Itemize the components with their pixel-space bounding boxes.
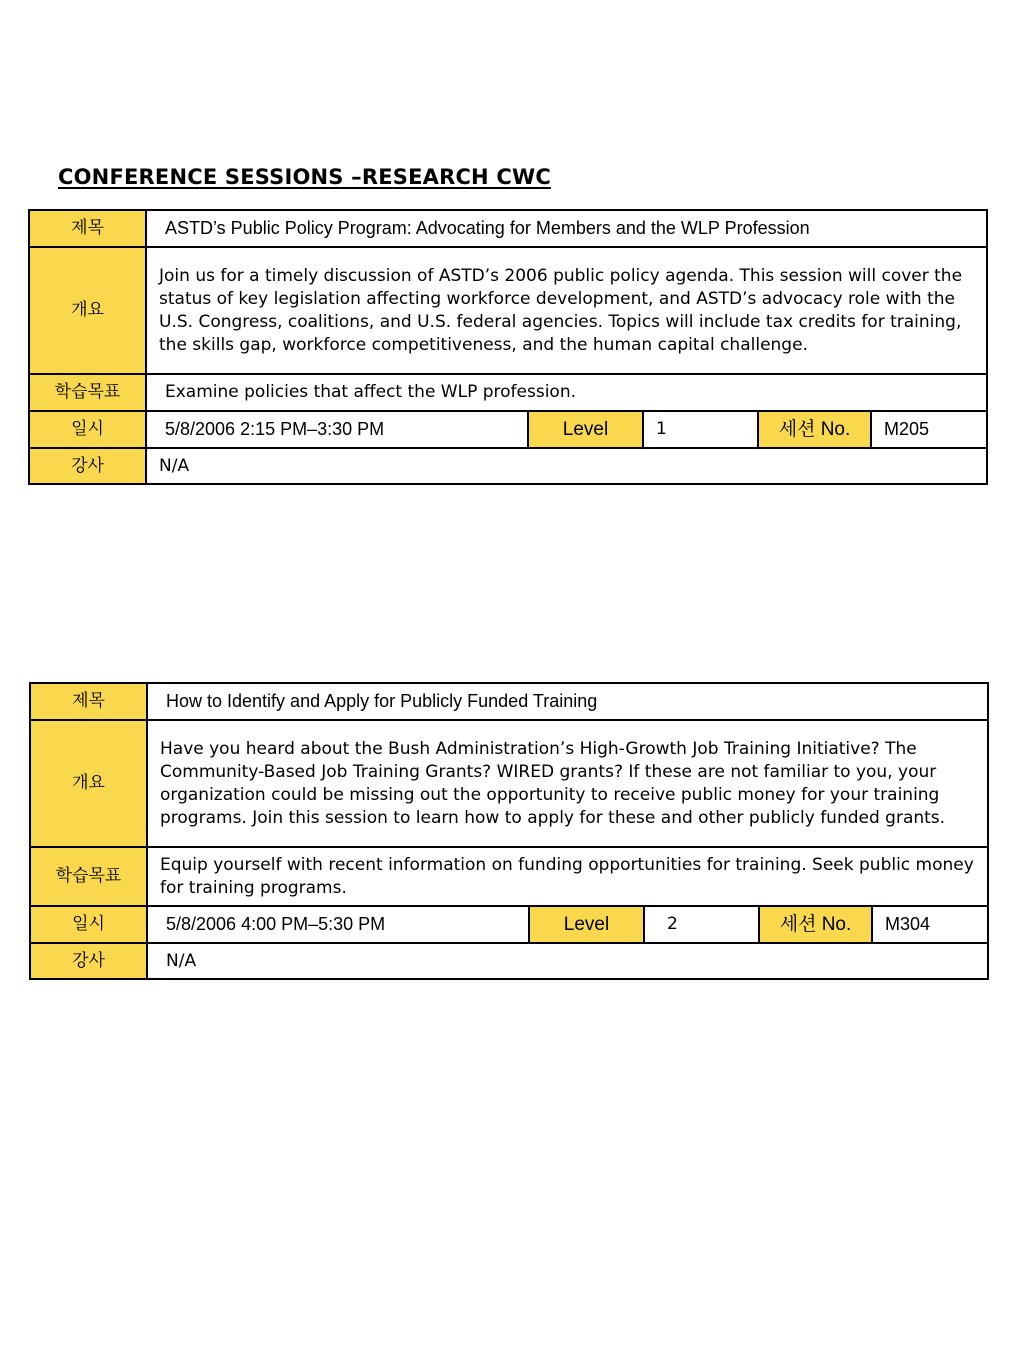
summary-label: 개요: [29, 247, 146, 374]
title-label: 제목: [29, 210, 146, 247]
objective-label: 학습목표: [29, 374, 146, 411]
session-speaker: N/A: [146, 448, 987, 484]
session-speaker: N/A: [147, 943, 988, 979]
session-no-label: 세션 No.: [759, 906, 872, 943]
datetime-row: [29, 411, 987, 448]
speaker-label: 강사: [29, 448, 146, 484]
summary-row: [29, 247, 987, 374]
page-heading: CONFERENCE SESSIONS –RESEARCH CWC: [58, 165, 551, 189]
speaker-row: [30, 943, 988, 979]
title-label: 제목: [30, 683, 147, 720]
session-datetime: 5/8/2006 2:15 PM–3:30 PM: [146, 411, 528, 448]
session-summary: Join us for a timely discussion of ASTD’s 2006 public policy agenda. This session will cover the status of key legislation affecting workforce development, and ASTD’s advocacy role with the U.S. Congress, coalitions, and U.S. federal agencies. Topics will include tax credits for training, the skills gap, workforce competitiveness, and the human capital challenge.: [146, 247, 987, 374]
objective-row: [29, 374, 987, 411]
session-number: M205: [871, 411, 987, 448]
level-label: Level: [528, 411, 643, 448]
title-row: [30, 683, 988, 720]
datetime-label: 일시: [30, 906, 147, 943]
session-title: How to Identify and Apply for Publicly Funded Training: [147, 683, 988, 720]
session-title: ASTD’s Public Policy Program: Advocating for Members and the WLP Profession: [146, 210, 987, 247]
title-row: [29, 210, 987, 247]
datetime-row: [30, 906, 988, 943]
session-datetime: 5/8/2006 4:00 PM–5:30 PM: [147, 906, 529, 943]
session-no-label: 세션 No.: [758, 411, 871, 448]
summary-label: 개요: [30, 720, 147, 847]
objective-label: 학습목표: [30, 847, 147, 906]
session-table-2: [29, 682, 989, 980]
speaker-label: 강사: [30, 943, 147, 979]
session-table-1: [28, 209, 988, 485]
session-summary: Have you heard about the Bush Administration’s High-Growth Job Training Initiative? The Community-Based Job Training Grants? WIRED grants? If these are not familiar to you, your organization could be missing out the opportunity to receive public money for your training programs. Join this session to learn how to apply for these and other publicly funded grants.: [147, 720, 988, 847]
session-objective: Equip yourself with recent information on funding opportunities for training. Seek public money for training programs.: [147, 847, 988, 906]
session-number: M304: [872, 906, 988, 943]
level-label: Level: [529, 906, 644, 943]
speaker-row: [29, 448, 987, 484]
session-objective: Examine policies that affect the WLP profession.: [146, 374, 987, 411]
summary-row: [30, 720, 988, 847]
datetime-label: 일시: [29, 411, 146, 448]
session-level: 1: [643, 411, 758, 448]
objective-row: [30, 847, 988, 906]
session-level: 2: [644, 906, 759, 943]
